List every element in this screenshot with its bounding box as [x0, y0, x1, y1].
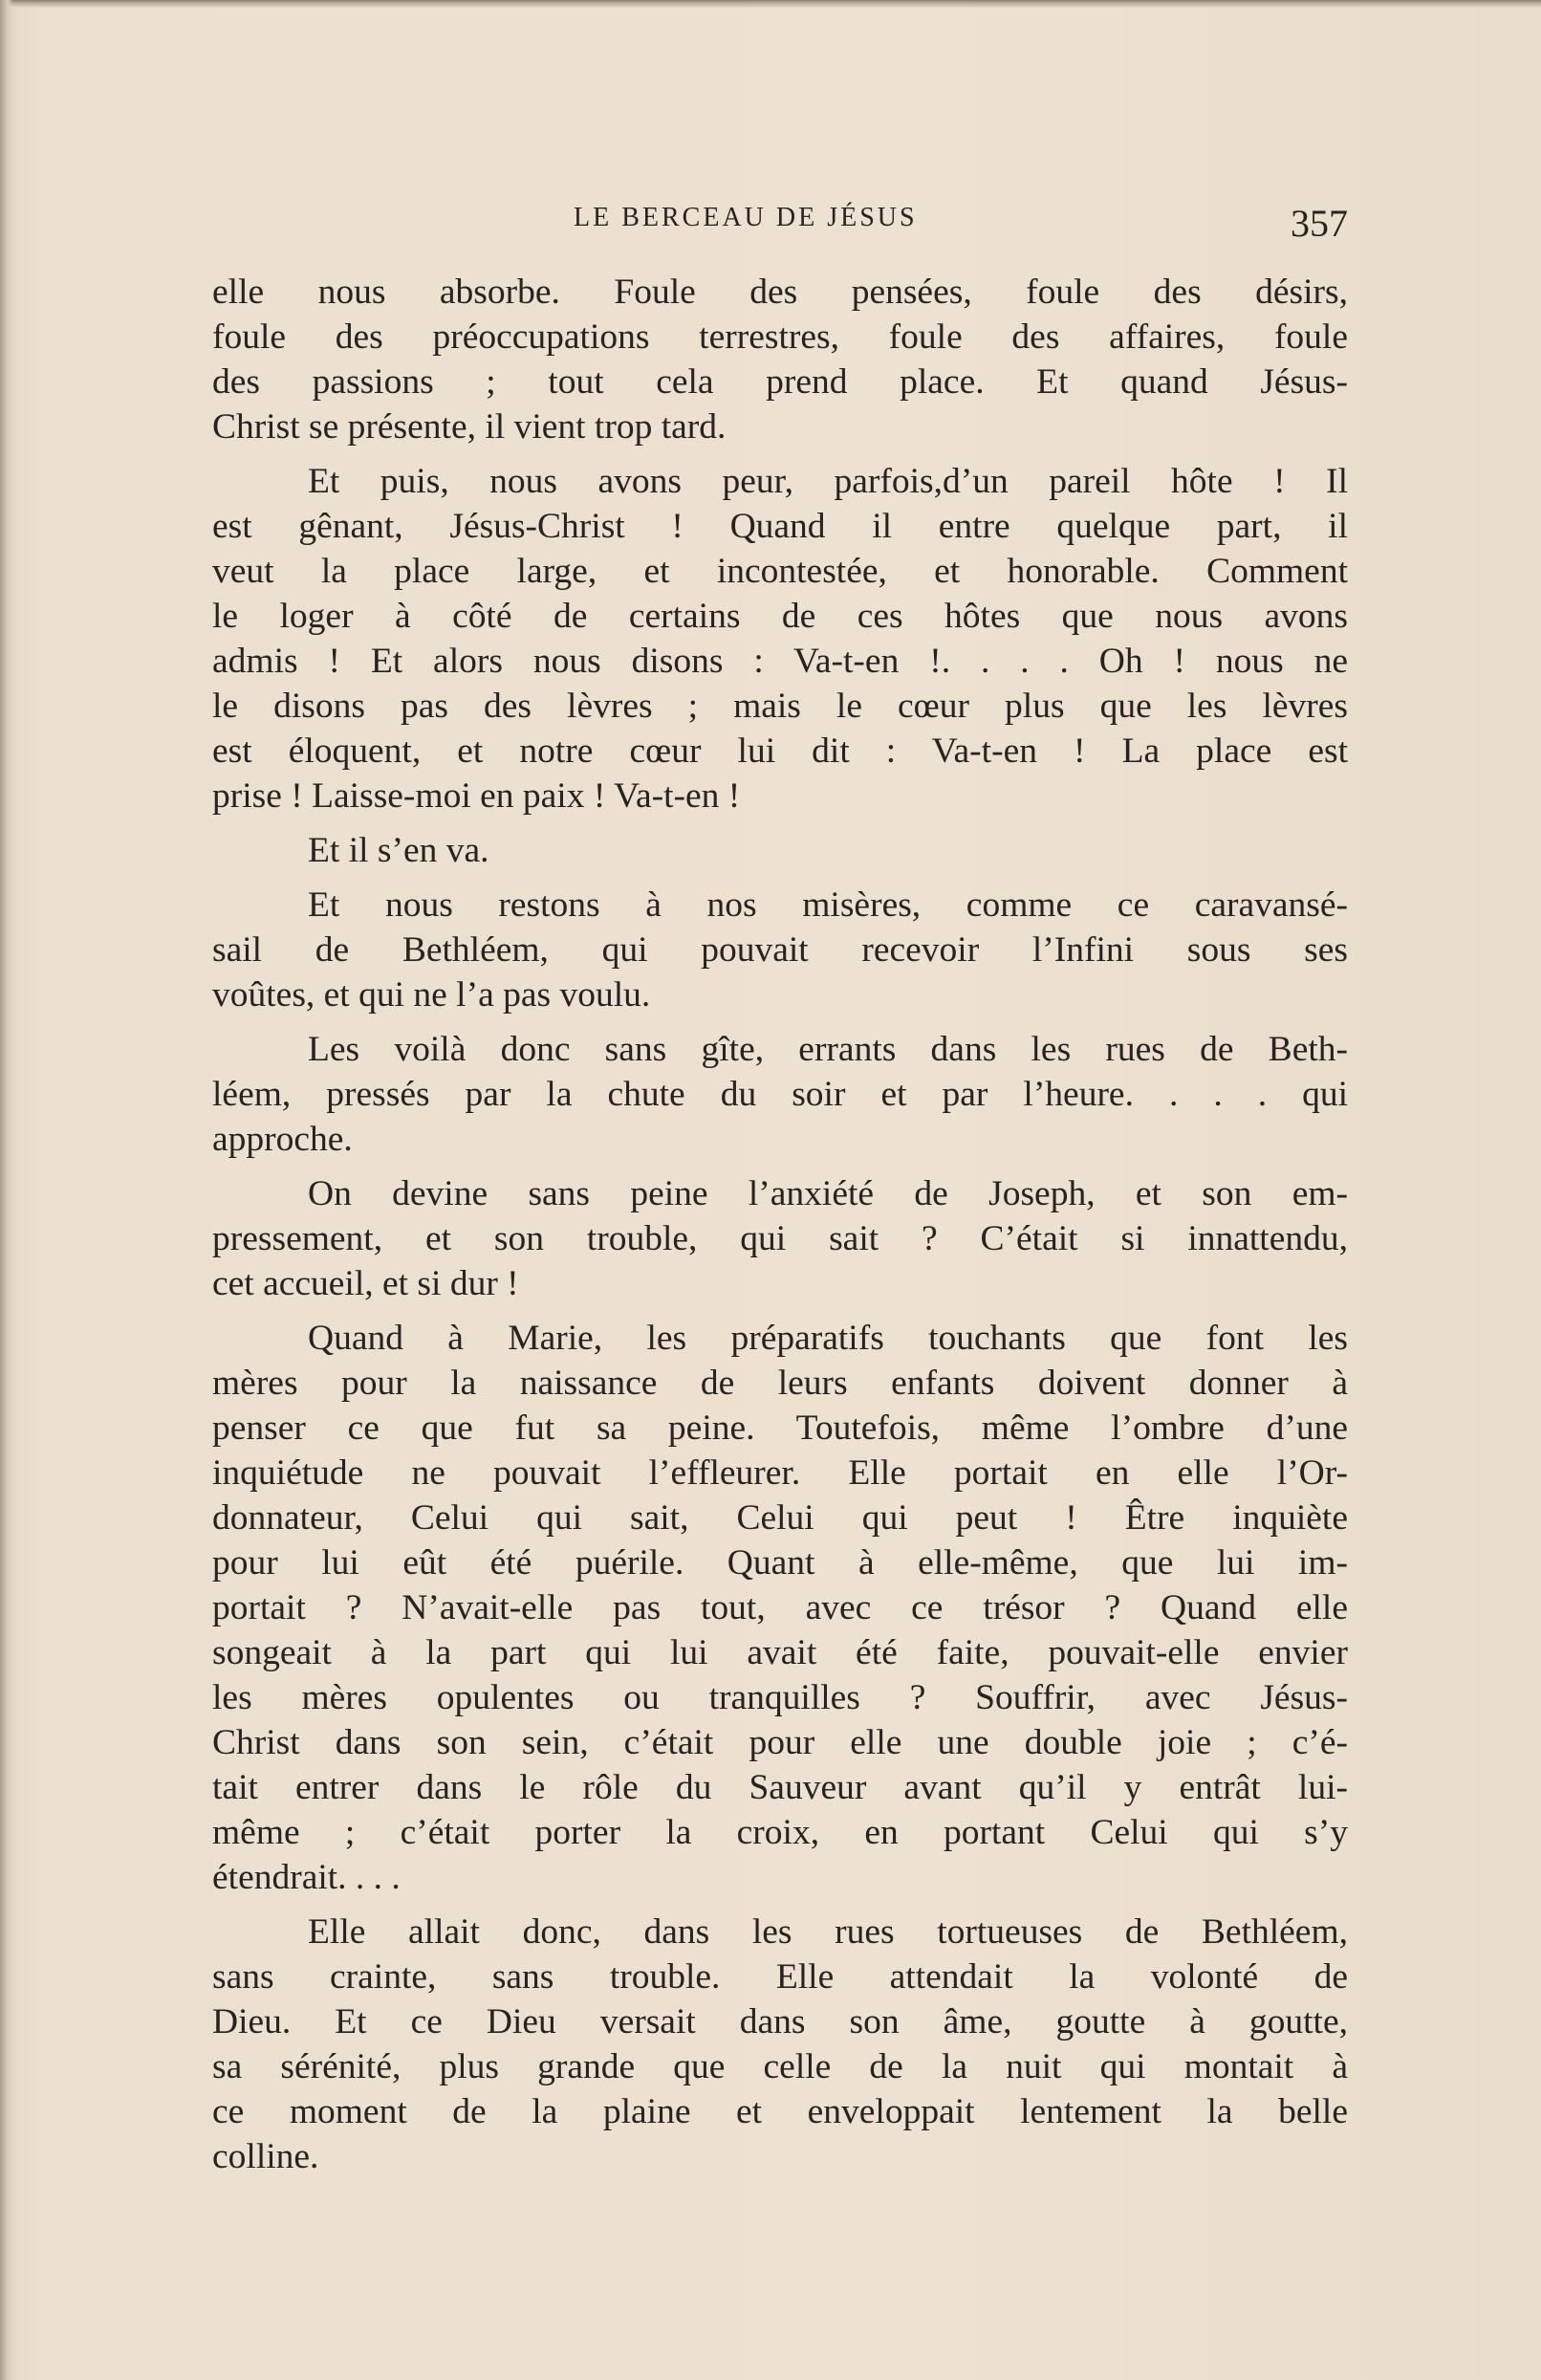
text-line: On devine sans peine l’anxiété de Joseph, et son em- — [308, 1174, 1348, 1213]
text-line: portait ? N’avait-elle pas tout, avec ce trésor ? Quand elle — [212, 1588, 1348, 1627]
text-line: les mères opulentes ou tranquilles ? Souffrir, avec Jésus- — [212, 1678, 1348, 1717]
text-line: le disons pas des lèvres ; mais le cœur plus que les lèvres — [212, 687, 1348, 726]
text-line: Christ dans son sein, c’était pour elle une double joie ; c’é- — [212, 1723, 1348, 1762]
text-line: Les voilà donc sans gîte, errants dans les rues de Beth- — [308, 1030, 1348, 1069]
paragraph-6 — [212, 1171, 1348, 1306]
text-line: donnateur, Celui qui sait, Celui qui peut ! Être inquiète — [212, 1498, 1348, 1538]
text-line: mères pour la naissance de leurs enfants doivent donner à — [212, 1364, 1348, 1403]
paragraph-5 — [212, 1027, 1348, 1162]
text-line: sa sérénité, plus grande que celle de la nuit qui montait à — [212, 2047, 1348, 2086]
text-line: même ; c’était porter la croix, en portant Celui qui s’y — [212, 1813, 1348, 1852]
paragraph-8 — [212, 1910, 1348, 2179]
text-line: ce moment de la plaine et enveloppait lentement la belle — [212, 2092, 1348, 2131]
text-line: colline. — [212, 2137, 319, 2176]
text-line: léem, pressés par la chute du soir et par l’heure. . . . qui — [212, 1075, 1348, 1114]
paragraph-4 — [212, 883, 1348, 1017]
page-top-edge — [0, 0, 1541, 8]
text-line: sail de Bethléem, qui pouvait recevoir l’Infini sous ses — [212, 930, 1348, 970]
paragraph-2 — [212, 459, 1348, 819]
text-line: Et il s’en va. — [308, 831, 489, 870]
text-line: songeait à la part qui lui avait été faite, pouvait-elle envier — [212, 1633, 1348, 1672]
text-line: veut la place large, et incontestée, et honorable. Comment — [212, 552, 1348, 591]
running-header — [210, 201, 1348, 258]
text-line: voûtes, et qui ne l’a pas voulu. — [212, 975, 651, 1015]
text-line: Dieu. Et ce Dieu versait dans son âme, goutte à goutte, — [212, 2002, 1348, 2042]
text-line: Quand à Marie, les préparatifs touchants que font les — [308, 1319, 1348, 1358]
text-line: Christ se présente, il vient trop tard. — [212, 407, 727, 447]
text-line: cet accueil, et si dur ! — [212, 1264, 519, 1303]
text-line: approche. — [212, 1120, 353, 1159]
page-binding-edge — [0, 0, 13, 2380]
text-line: penser ce que fut sa peine. Toutefois, même l’ombre d’une — [212, 1408, 1348, 1448]
text-line: Elle allait donc, dans les rues tortueuses de Bethléem, — [308, 1912, 1348, 1952]
text-line: sans crainte, sans trouble. Elle attendait la volonté de — [212, 1957, 1348, 1997]
text-line: Et puis, nous avons peur, parfois,d’un pareil hôte ! Il — [308, 462, 1348, 501]
paragraph-1 — [212, 270, 1348, 449]
text-line: étendrait. . . . — [212, 1858, 401, 1897]
text-line: inquiétude ne pouvait l’effleurer. Elle portait en elle l’Or- — [212, 1453, 1348, 1493]
text-line: prise ! Laisse-moi en paix ! Va-t-en ! — [212, 776, 741, 816]
text-line: est gênant, Jésus-Christ ! Quand il entre quelque part, il — [212, 507, 1348, 546]
running-title: LE BERCEAU DE JÉSUS — [574, 203, 918, 232]
text-line: Et nous restons à nos misères, comme ce caravansé- — [308, 885, 1348, 925]
paragraph-7 — [212, 1316, 1348, 1900]
text-line: est éloquent, et notre cœur lui dit : Va-t-en ! La place est — [212, 731, 1348, 771]
text-line: tait entrer dans le rôle du Sauveur avant qu’il y entrât lui- — [212, 1768, 1348, 1807]
body-text — [212, 270, 1348, 2189]
text-line: foule des préoccupations terrestres, foule des affaires, foule — [212, 317, 1348, 357]
text-line: admis ! Et alors nous disons : Va-t-en !. . . . Oh ! nous ne — [212, 642, 1348, 681]
text-line: des passions ; tout cela prend place. Et quand Jésus- — [212, 362, 1348, 402]
page-number: 357 — [1291, 202, 1348, 245]
text-line: elle nous absorbe. Foule des pensées, foule des désirs, — [212, 273, 1348, 312]
text-line: pour lui eût été puérile. Quant à elle-même, que lui im- — [212, 1543, 1348, 1583]
text-line: le loger à côté de certains de ces hôtes que nous avons — [212, 597, 1348, 636]
text-line: pressement, et son trouble, qui sait ? C’était si innattendu, — [212, 1219, 1348, 1258]
paragraph-3 — [212, 828, 1348, 873]
